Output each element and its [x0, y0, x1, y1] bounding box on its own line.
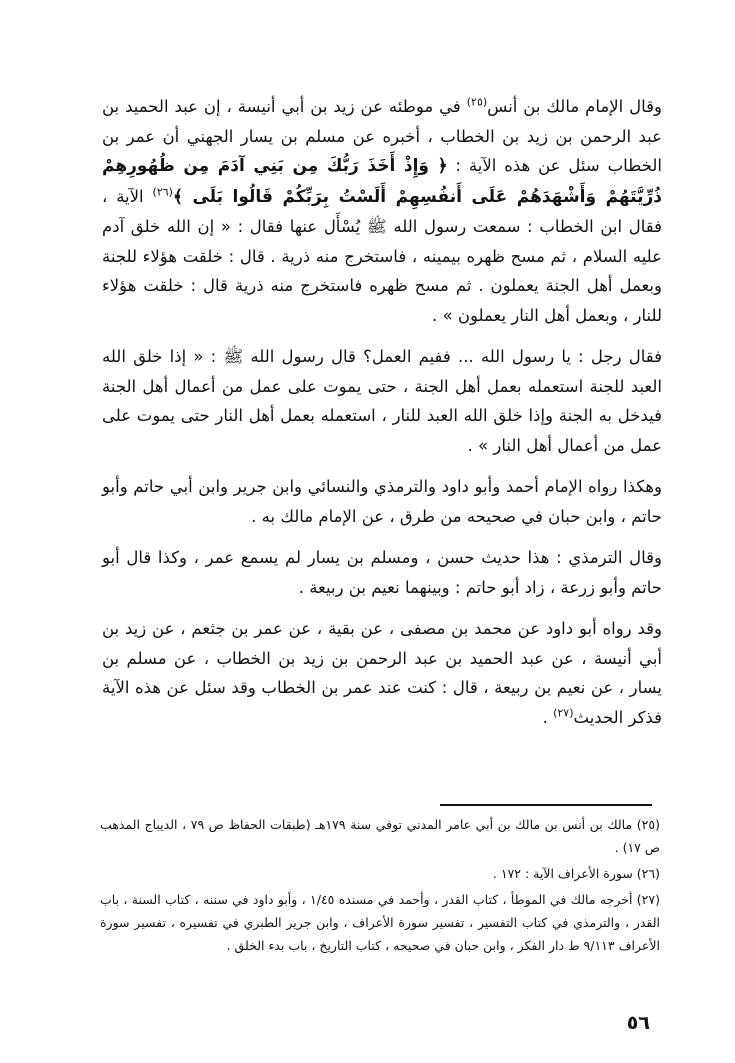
p1-lead: وقال الإمام مالك بن أنس	[487, 97, 663, 116]
p1-middle: في موطئه عن زيد بن أبي أنيسة ، إن عبد الحميد بن عبد الرحمن بن زيد بن الخطاب ، أخبره عن مسلم بن يسار الجهني أن عمر بن الخطاب سئل عن هذه الآية :	[102, 97, 662, 175]
paragraph-5	[102, 614, 662, 732]
p5-end: .	[542, 707, 554, 727]
footnotes	[100, 813, 660, 960]
main-text	[102, 92, 662, 744]
footnote-ref-27: (٢٧)	[553, 706, 574, 719]
paragraph-1	[102, 92, 662, 330]
paragraph-4: وقال الترمذي : هذا حديث حسن ، ومسلم بن يسار لم يسمع عمر ، وكذا قال أبو حاتم وأبو زرعة ، زاد أبو حاتم : وبينهما نعيم بن ربيعة .	[102, 548, 662, 597]
paragraph-2: فقال رجل : يا رسول الله ... ففيم العمل؟ قال رسول الله ﷺ : « إذا خلق الله العبد للجنة استعمله بعمل أهل الجنة ، حتى يموت على عمل من أعمال أهل الجنة فيدخل به الجنة وإذا خلق الله العبد للنار ، استعمله بعمل أهل النار حتى يموت على عمل من أعمال أهل النار » .	[102, 347, 662, 455]
footnote-27: (٢٧) أخرجه مالك في الموطأ ، كتاب القدر ، وأحمد في مسنده ١/٤٥ ، وأبو داود في سننه ، كتاب السنة ، باب القدر ، والترمذي في كتاب التفسير ، تفسير سورة الأعراف ، وابن جرير الطبري في تفسيره ، تفسير سورة الأعراف ٩/١١٣ ط دار الفكر ، وابن حبان في صحيحه ، كتاب التاريخ ، باب بدء الخلق .	[100, 892, 660, 953]
footnote-25: (٢٥) مالك بن أنس بن مالك بن أبي عامر المدني توفي سنة ١٧٩هـ (طبقات الحفاظ ص ٧٩ ، الديباج المذهب ص ١٧) .	[100, 817, 660, 855]
p5-text: وقد رواه أبو داود عن محمد بن مصفى ، عن بقية ، عن عمر بن جثعم ، عن زيد بن أبي أنيسة ، عن عبد الحميد بن عبد الرحمن بن زيد بن الخطاب ، عن مسلم بن يسار ، عن نعيم بن ربيعة ، قال : كنت عند عمر بن الخطاب وقد سئل عن هذه الآية فذكر الحديث	[102, 619, 662, 727]
footnote-separator	[440, 804, 652, 806]
p1-tail: الآية ، فقال ابن الخطاب : سمعت رسول الله ﷺ يُسْأَل عنها فقال : « إن الله خلق آدم عليه السلام ، ثم مسح ظهره بيمينه ، فاستخرج منه ذرية . قال : خلقت هؤلاء للجنة وبعمل أهل الجنة يعملون . ثم مسح ظهره فاستخرج منه ذرية قال : خلقت هؤلاء للنار ، وبعمل أهل النار يعملون » .	[102, 186, 662, 325]
page-number: ٥٦	[626, 1012, 650, 1034]
footnote-ref-26: (٢٦)	[152, 185, 173, 198]
footnote-26: (٢٦) سورة الأعراف الآية : ١٧٢ .	[492, 866, 660, 881]
paragraph-3: وهكذا رواه الإمام أحمد وأبو داود والترمذي والنسائي وابن جرير وابن أبي حاتم وأبو حاتم ، وابن حبان في صحيحه من طرق ، عن الإمام مالك به .	[102, 477, 662, 526]
quran-verse: ﴿ وَإِذْ أَخَذَ رَبُّكَ مِن بَنِي آدَمَ مِن ظُهُورِهِمْ ذُرِّيَّتَهُمْ وَأَشْهَدَهُمْ عَلَى أَنفُسِهِمْ أَلَسْتُ بِرَبِّكُمْ قَالُوا بَلَى ﴾	[102, 156, 662, 207]
footnote-ref-25: (٢٥)	[466, 95, 488, 109]
